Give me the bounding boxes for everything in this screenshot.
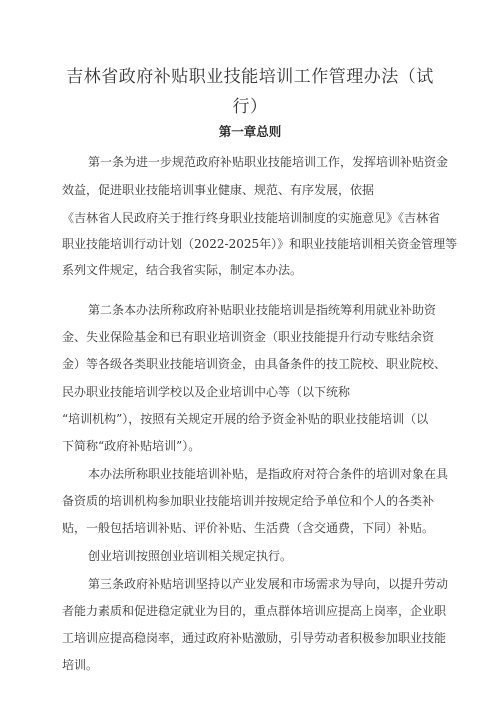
paragraph-line: 金、失业保险基金和已有职业培训资金（职业技能提升行动专账结余资 (62, 330, 435, 344)
paragraph-line: 第二条本办法所称政府补贴职业技能培训是指统筹利用就业补助资 (88, 303, 437, 317)
paragraph-line: 本办法所称职业技能培训补贴，是指政府对符合条件的培训对象在具 (88, 467, 449, 481)
paragraph-line: 效益，促进职业技能培训事业健康、规范、有序发展，依据 (62, 183, 375, 197)
document-title-line-2: 行） (232, 97, 268, 117)
paragraph-line: 职业技能培训行动计划（2022-2025年）》和职业技能培训相关资金管理等 (62, 237, 458, 251)
paragraph-line: 第三条政府补贴培训坚持以产业发展和市场需求为导向，以提升劳动 (88, 577, 449, 591)
paragraph-line: 贴，一般包括培训补贴、评价补贴、生活费（含交通费，下同）补贴。 (62, 521, 435, 535)
paragraph-line: 系列文件规定，结合我省实际，制定本办法。 (62, 263, 303, 277)
chapter-heading: 第一章总则 (218, 124, 282, 139)
paragraph-line: 《吉林省人民政府关于推行终身职业技能培训制度的实施意见》《吉林省 (62, 211, 441, 225)
paragraph-line: 培训。 (62, 658, 99, 672)
paragraph-line: 者能力素质和促进稳定就业为目的，重点群体培训应提高上岗率，企业职 (62, 604, 447, 618)
paragraph-line: 第一条为进一步规范政府补贴职业技能培训工作，发挥培训补贴资金 (88, 155, 449, 169)
paragraph-line: “培训机构”），按照有关规定开展的给予资金补贴的职业技能培训（以 (62, 412, 429, 426)
paragraph-line: 民办职业技能培训学校以及企业培训中心等（以下统称 (62, 385, 351, 399)
document-title-line-1: 吉林省政府补贴职业技能培训工作管理办法（试 (66, 67, 434, 87)
paragraph-line: 工培训应提高稳岗率，通过政府补贴激励，引导劳动者积极参加职业技能 (62, 631, 447, 645)
paragraph-line: 备资质的培训机构参加职业技能培训并按规定给予单位和个人的各类补 (62, 494, 435, 508)
paragraph-line: 金）等各级各类职业技能培训资金，由具备条件的技工院校、职业院校、 (62, 357, 447, 371)
paragraph-line: 下简称“政府补贴培训”）。 (62, 439, 201, 453)
paragraph-line: 创业培训按照创业培训相关规定执行。 (88, 549, 293, 563)
